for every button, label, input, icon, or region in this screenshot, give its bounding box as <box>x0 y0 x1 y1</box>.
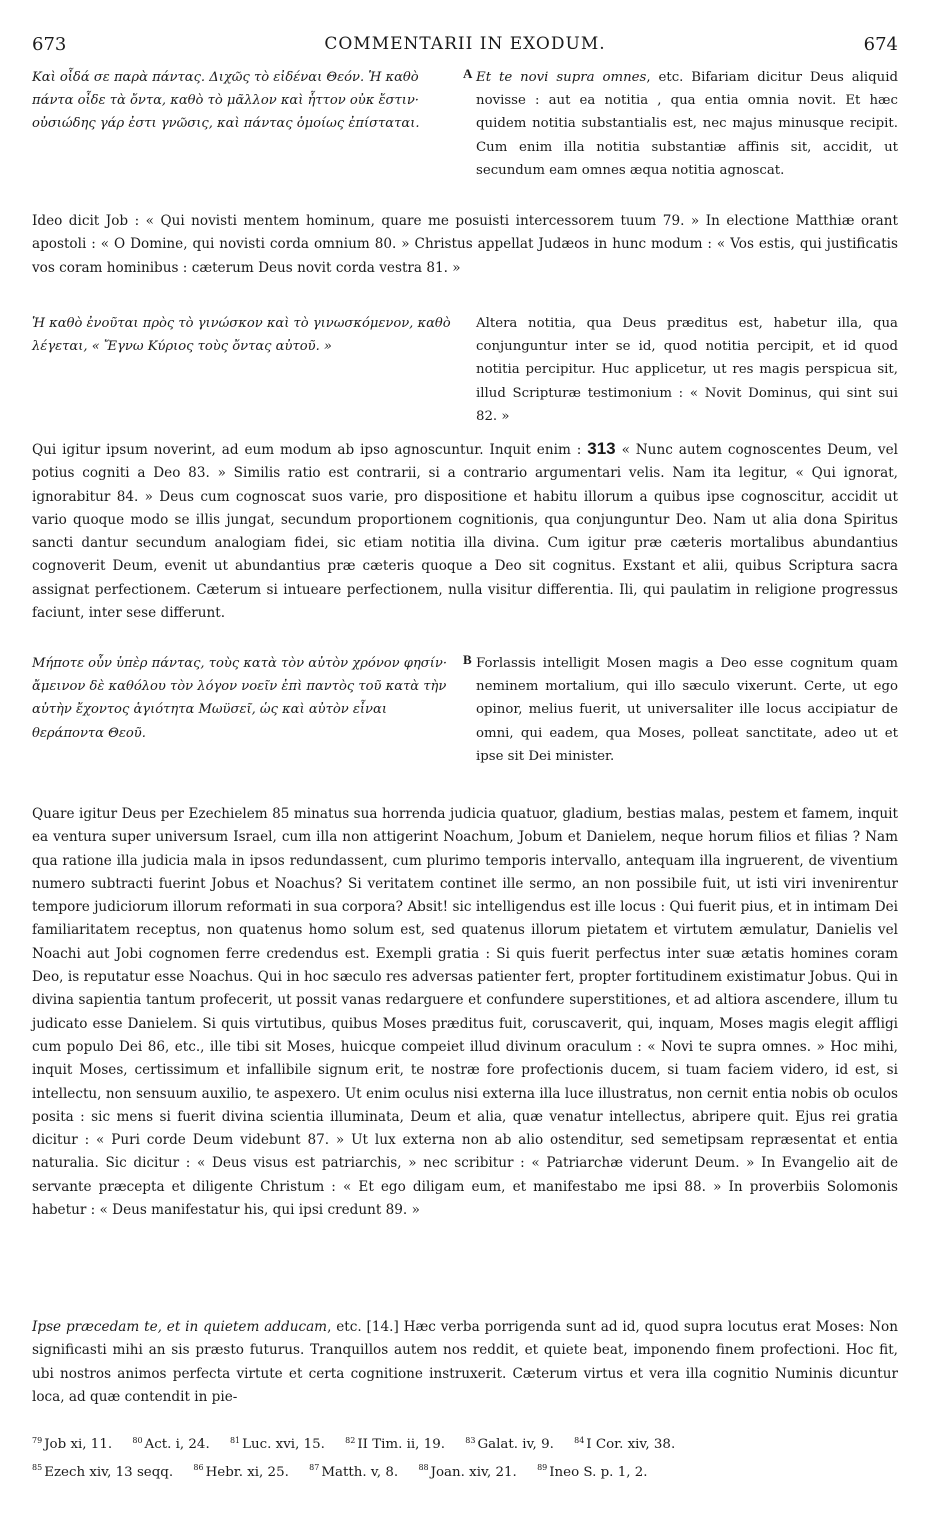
footnote-line <box>32 1456 898 1483</box>
margin-marker-a: A <box>463 66 473 81</box>
paragraph-text: , etc. [14.] Hæc verba porrigenda sunt ad id, quod supra locutus erat Moses: Non significasti mihi an sis præsto futurus. Tranquillos autem nos reddit, et quiete beat, imponendo finem profectioni. Hoc fit, ubi nostros animos perfecta virtute et certa cognitione instruxerit. Cæterum virtus et vera illa cognitio Numinis dicuntur loca, ad quæ contendit in pie- <box>32 1319 898 1405</box>
footnote: $^{87}$ Matth. v, 8. <box>309 1463 399 1480</box>
page-number-right: 674 <box>863 34 898 55</box>
latin-column: Forlassis intelligit Mosen magis a Deo esse cognitum quam neminem mortalium, qui illo sæculo vixerunt. Certe, ut ego opinor, melius fuerit, ut universaliter ille locus accipiatur de omni, qui eadem, qua Moses, polleat sanctitate, adeo ut et ipse sit Dei minister. <box>476 656 898 764</box>
running-header <box>32 34 898 58</box>
lemma: Et te novi supra omnes <box>476 70 647 85</box>
lemma: Ipse præcedam te, et in quietem adducam <box>32 1319 328 1335</box>
running-title: COMMENTARII IN EXODUM. <box>324 34 606 54</box>
paragraph-4 <box>32 1316 898 1409</box>
margin-marker-b: B <box>463 652 472 667</box>
footnotes <box>32 1429 898 1484</box>
greek-column: Μήποτε οὖν ὑπὲρ πάντας, τοὺς κατὰ τὸν αὐτὸν χρόνον φησίν· ἄμεινον δὲ καθόλου τὸν λόγον νοεῖν ἐπὶ παντὸς τοῦ κατὰ τὴν αὐτὴν ἔχοντος ἁγιότητα Μωϋσεῖ, ὡς καὶ αὐτὸν εἶναι θεράποντα Θεοῦ. <box>32 656 447 741</box>
footnote: $^{89}$ Ineo S. p. 1, 2. <box>537 1463 648 1480</box>
footnote: $^{80}$ Act. i, 24. <box>132 1436 210 1453</box>
page-number-left: 673 <box>32 34 67 55</box>
footnote: $^{88}$ Joan. xiv, 21. <box>418 1463 517 1480</box>
paragraph-3: Quare igitur Deus per Ezechielem 85 minatus sua horrenda judicia quatuor, gladium, bestias malas, pestem et famem, inquit ea ventura super universum Israel, cum illa non attigerint Noachum, Jobum et Danielem, neque horum filios et filias ? Nam qua ratione illa judicia mala in ipsos redundassent, cum plurimo temporis intervallo, antequam illa ingruerent, de viventium numero subtracti fuerint Jobus et Noachus? Si veritatem continet ille sermo, an non possibile fuit, ut isti viri invenirentur tempore judiciorum illorum reformati in sua corpora? Absit! sic intelligendus est ille locus : Qui fuerit pius, et in intimam Dei familiaritatem receptus, non quatenus homo solum est, sed quatenus illorum pietatem et virtutem æmulatur, Danielis vel Noachi aut Jobi cognomen ferre credendus est. Exempli gratia : Si quis fuerit perfectus inter suæ ætatis homines coram Deo, is reputatur esse Noachus. Qui in hoc sæculo res adversas patienter fert, propter fortitudinem existimatur Jobus. Qui in divina sapientia tantum profecerit, ut possit vanas redarguere et confundere superstitiones, et ad altiora ascendere, illum tu judicato esse Danielem. Si quis virtutibus, quibus Moses præditus fuit, coruscaverit, qui, inquam, Moses magis elegit affligi cum populo Dei 86, etc., ille tibi sit Moses, huicque compeiet illud divinum oraculum : « Novi te supra omnes. » Hoc mihi, inquit Moses, certissimum et infallibile signum erit, te nostræ fore profectionis ducem, si tuam faciem videro, id est, si intellectu, non sensuum auxilio, te aspexero. Ut enim oculus nisi externa illa luce illustratus, non cernit entia nobis ob oculos posita : sic mens si fuerit divina scientia illuminata, Deum et alia, quæ venatur intellectus, abripere quit. Ejus rei gratia dicitur : « Puri corde Deum videbunt 87. » Ut lux externa non ab alio ostenditur, sed semetipsam repræsentat et entia naturalia. Sic dicitur : « Deus visus est patriarchis, » nec scribitur : « Patriarchæ viderunt Deum. » In Evangelio ait de servante præcepta et diligente Christum : « Et ego diligam eum, et manifestabo me ipsi 88. » In proverbiis Solomonis habetur : « Deus manifestatur his, qui ipsi credunt 89. » <box>32 806 898 1219</box>
parallel-block-3 <box>32 652 898 792</box>
footnote: $^{79}$ Job xi, 11. <box>32 1436 113 1453</box>
migne-column-number: 313 <box>587 439 616 458</box>
footnote: $^{86}$ Hebr. xi, 25. <box>193 1463 289 1480</box>
footnote: $^{84}$ I Cor. xiv, 38. <box>574 1436 676 1453</box>
latin-column <box>476 66 898 182</box>
paragraph-1: Ideo dicit Job : « Qui novisti mentem hominum, quare me posuisti intercessorem tuum 79. » In electione Matthiæ orant apostoli : « O Domine, qui novisti corda omnium 80. » Christus appellat Judæos in hunc modum : « Vos estis, qui justificatis vos coram hominibus : cæterum Deus novit corda vestra 81. » <box>32 213 898 276</box>
footnote: $^{85}$ Ezech xiv, 13 seqq. <box>32 1463 174 1480</box>
latin-text: , etc. Bifariam dicitur Deus aliquid novisse : aut ea notitia , qua entia omnia novit. Et hæc quidem notitia substantialis est, nec majus minusque recipit. Cum enim illa notitia substantiæ affinis sit, accidit, ut secundum eam omnes æqua notitia agnoscat. <box>476 70 898 178</box>
footnote: $^{81}$ Luc. xvi, 15. <box>229 1436 325 1453</box>
footnote-line <box>32 1429 898 1456</box>
parallel-block-2 <box>32 312 898 428</box>
paragraph-text: Qui igitur ipsum noverint, ad eum modum ab ipso agnoscuntur. Inquit enim : <box>32 442 582 458</box>
parallel-block-1 <box>32 66 898 206</box>
footnote: $^{82}$ II Tim. ii, 19. <box>345 1436 445 1453</box>
greek-column: Ἡ καθὸ ἐνοῦται πρὸς τὸ γινώσκον καὶ τὸ γινωσκόμενον, καθὸ λέγεται, « Ἔγνω Κύριος τοὺς ὄντας αὐτοῦ. » <box>32 316 451 355</box>
greek-column: Καὶ οἶδά σε παρὰ πάντας. Διχῶς τὸ εἰδέναι Θεόν. Ἡ καθὸ πάντα οἶδε τὰ ὄντα, καθὸ τὸ μᾶλλον καὶ ἧττον οὐκ ἔστιν· οὐσιώδης γάρ ἐστι γνῶσις, καὶ πάντας ὁμοίως ἐπίσταται. <box>32 70 420 132</box>
paragraph-text: « Nunc autem cognoscentes Deum, vel potius cogniti a Deo 83. » Similis ratio est contrarii, si a contrario argumentari velis. Nam ita legitur, « Qui ignorat, ignorabitur 84. » Deus cum cognoscat suos varie, pro dispositione et habitu illorum a quibus ipse cognoscitur, accidit ut vario quoque modo se illis jungat, secundum proportionem cognitionis, qua conjunguntur Deo. Nam ut alia dona Spiritus sancti dantur secundum analogiam fidei, sic etiam notitia illa divina. Cum igitur præ cæteris mortalibus abundantius cognoverit Deum, evenit ut abundantius præ cæteris quoque a Deo sit cognitus. Exstant et alii, quibus Scriptura sacra assignat perfectionem. Cæterum si intueare perfectionem, nulla visitur differentia. Ili, qui paulatim in religione progressus faciunt, inter sese differunt. <box>32 442 899 622</box>
footnote: $^{83}$ Galat. iv, 9. <box>465 1436 554 1453</box>
paragraph-2 <box>32 437 898 625</box>
latin-column: Altera notitia, qua Deus præditus est, habetur illa, qua conjunguntur inter se id, quod notitia percipit, et id quod notitia percipitur. Huc applicetur, ut res magis perspicua sit, illud Scripturæ testimonium : « Novit Dominus, qui sint sui 82. » <box>476 316 898 424</box>
